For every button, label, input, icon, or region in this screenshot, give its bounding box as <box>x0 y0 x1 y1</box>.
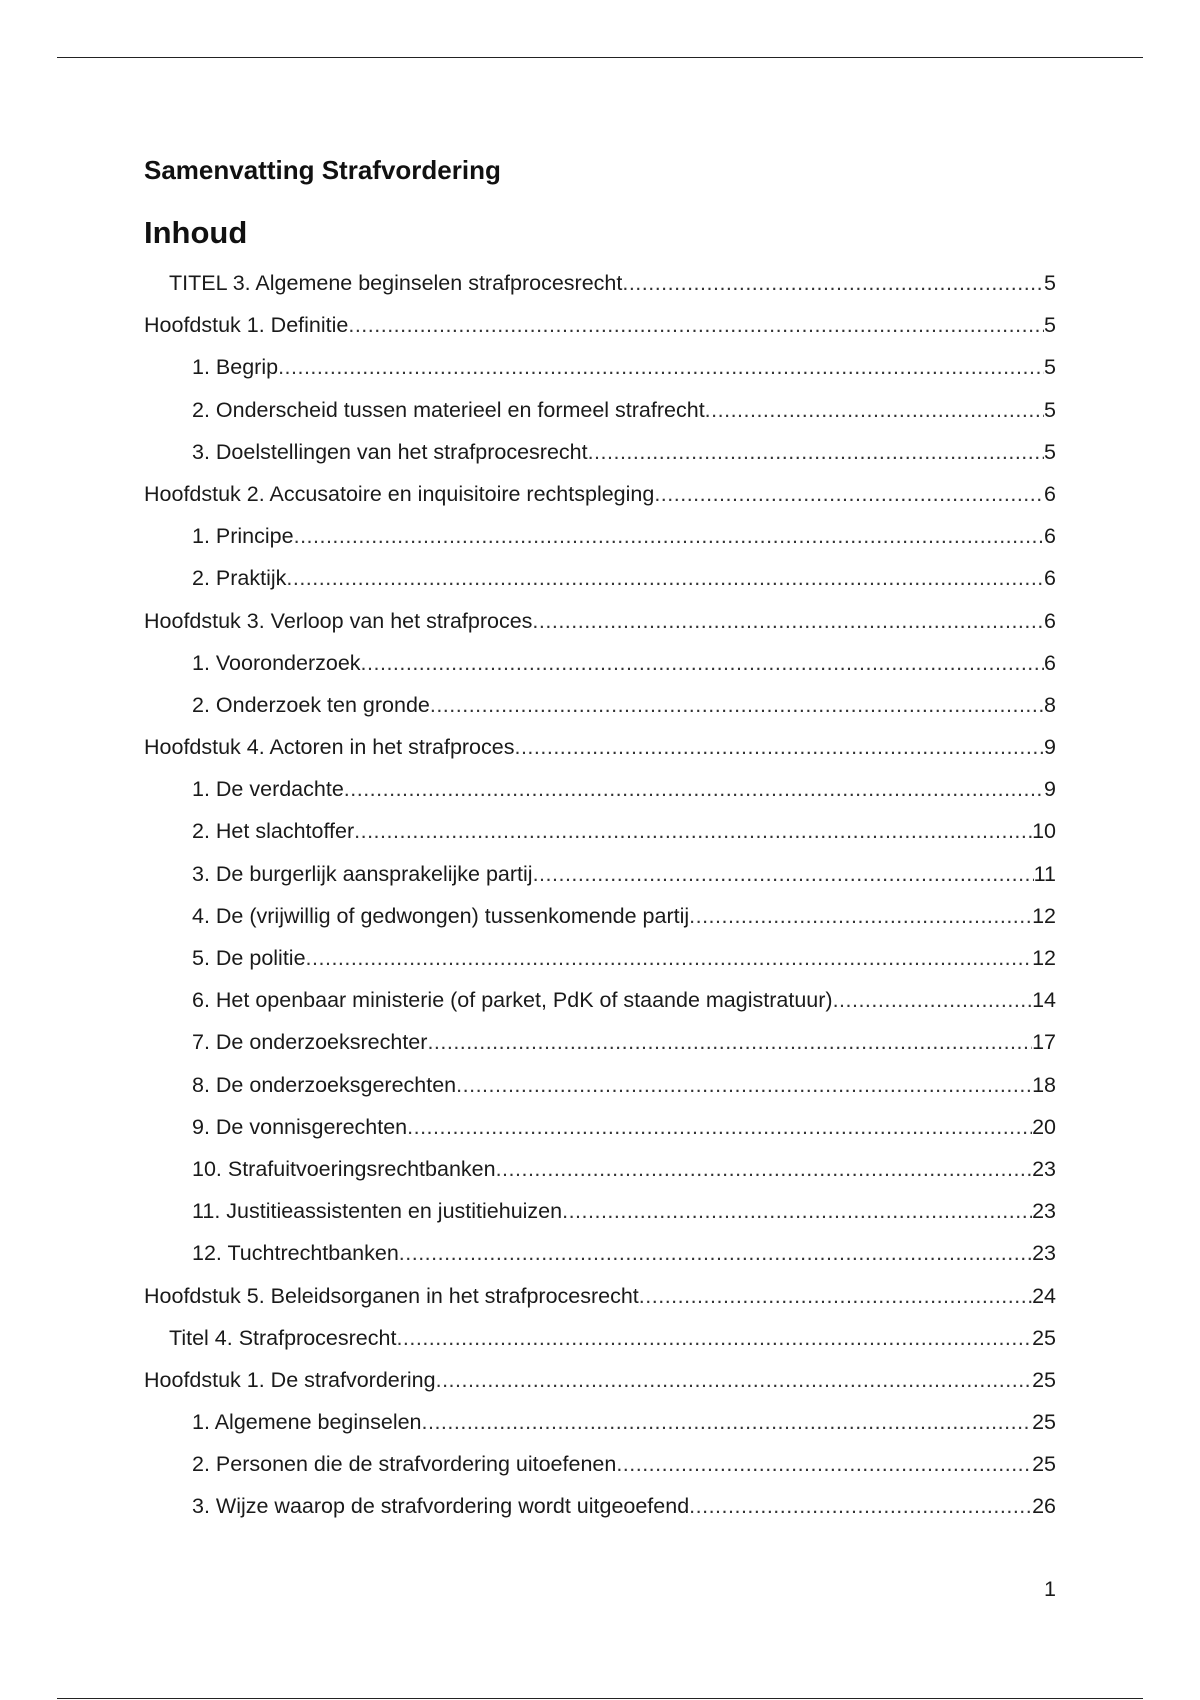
toc-dot-leader <box>306 943 1033 973</box>
toc-dot-leader <box>616 1449 1032 1479</box>
toc-entry[interactable] <box>144 395 1056 437</box>
toc-entry-page: 9 <box>1044 735 1056 760</box>
toc-entry-page: 23 <box>1032 1241 1056 1266</box>
toc-entry-page: 25 <box>1032 1410 1056 1435</box>
toc-entry-page: 25 <box>1032 1367 1056 1392</box>
toc-dot-leader <box>436 1365 1032 1395</box>
toc-entry[interactable] <box>144 606 1056 648</box>
toc-dot-leader <box>354 816 1032 846</box>
toc-entry[interactable] <box>144 352 1056 394</box>
toc-entry-page: 14 <box>1032 988 1056 1013</box>
toc-entry[interactable] <box>144 901 1056 943</box>
toc-entry-page: 11 <box>1033 861 1056 886</box>
toc-entry[interactable] <box>144 774 1056 816</box>
toc-entry-page: 25 <box>1032 1452 1056 1477</box>
toc-entry-page: 20 <box>1032 1114 1056 1139</box>
toc-entry-text: 3. Wijze waarop de strafvordering wordt uitgeoefend <box>192 1494 690 1519</box>
toc-entry-page: 6 <box>1044 524 1056 549</box>
toc-dot-leader <box>399 1238 1032 1268</box>
toc-entry[interactable] <box>144 732 1056 774</box>
toc-dot-leader <box>514 732 1044 762</box>
toc-entry[interactable] <box>144 1112 1056 1154</box>
toc-entry[interactable] <box>144 1407 1056 1449</box>
toc-entry-page: 23 <box>1032 1156 1056 1181</box>
toc-entry-page: 17 <box>1032 1030 1056 1055</box>
toc-entry-page: 12 <box>1032 903 1056 928</box>
toc-dot-leader <box>456 1070 1032 1100</box>
toc-entry[interactable] <box>144 859 1056 901</box>
toc-entry-text: 6. Het openbaar ministerie (of parket, PdK of staande magistratuur) <box>192 988 833 1013</box>
toc-entry[interactable] <box>144 1323 1056 1365</box>
toc-dot-leader <box>654 479 1044 509</box>
toc-entry-page: 5 <box>1044 355 1056 380</box>
toc-dot-leader <box>689 1491 1032 1521</box>
toc-entry-page: 12 <box>1032 946 1056 970</box>
toc-entry-text: 7. De onderzoeksrechter <box>192 1030 428 1055</box>
toc-entry-text: 11. Justitieassistenten en justitiehuizen <box>192 1199 563 1224</box>
toc-entry[interactable] <box>144 1281 1056 1323</box>
toc-entry-page: 6 <box>1044 481 1056 506</box>
toc-entry-text: 1. De verdachte <box>192 777 344 802</box>
toc-dot-leader <box>422 1407 1033 1437</box>
toc-entry-text: 12. Tuchtrechtbanken <box>192 1241 399 1266</box>
table-of-contents <box>144 268 1056 1534</box>
toc-entry-page: 25 <box>1032 1325 1056 1350</box>
toc-entry-text: 2. Personen die de strafvordering uitoefenen <box>192 1452 617 1477</box>
toc-dot-leader <box>588 437 1044 467</box>
toc-dot-leader <box>278 352 1044 382</box>
toc-entry-text: 1. Vooronderzoek <box>192 650 361 675</box>
toc-entry[interactable] <box>144 690 1056 732</box>
toc-entry-page: 6 <box>1044 566 1056 591</box>
toc-entry-page: 18 <box>1032 1072 1056 1097</box>
header-rule <box>57 57 1143 58</box>
toc-dot-leader <box>705 395 1044 425</box>
toc-entry[interactable] <box>144 1238 1056 1280</box>
toc-entry-text: Hoofdstuk 5. Beleidsorganen in het strafprocesrecht <box>144 1283 639 1308</box>
toc-entry-page: 9 <box>1044 777 1056 802</box>
toc-dot-leader <box>496 1154 1033 1184</box>
toc-dot-leader <box>407 1112 1032 1142</box>
toc-dot-leader <box>361 648 1044 678</box>
toc-entry[interactable] <box>144 1491 1056 1533</box>
toc-entry-text: 3. Doelstellingen van het strafprocesrecht <box>192 439 588 464</box>
toc-entry[interactable] <box>144 310 1056 352</box>
toc-dot-leader <box>533 859 1034 889</box>
toc-dot-leader <box>348 310 1044 340</box>
toc-dot-leader <box>430 690 1044 720</box>
toc-entry-text: TITEL 3. Algemene beginselen strafprocesrecht <box>169 271 623 295</box>
toc-entry-page: 5 <box>1044 439 1056 464</box>
toc-entry-text: Hoofdstuk 4. Actoren in het strafproces <box>144 735 515 760</box>
toc-entry-page: 6 <box>1044 650 1056 675</box>
toc-entry-text: 1. Algemene beginselen <box>192 1410 422 1435</box>
toc-entry-text: 2. Praktijk <box>192 566 287 591</box>
toc-entry-text: Hoofdstuk 3. Verloop van het strafproces <box>144 608 533 633</box>
toc-dot-leader <box>344 774 1044 804</box>
toc-entry[interactable] <box>144 1154 1056 1196</box>
toc-entry-text: Hoofdstuk 1. De strafvordering <box>144 1367 436 1392</box>
toc-dot-leader <box>286 563 1044 593</box>
toc-entry[interactable] <box>144 1027 1056 1069</box>
toc-entry-text: 10. Strafuitvoeringsrechtbanken <box>192 1156 496 1181</box>
toc-entry[interactable] <box>144 268 1056 310</box>
toc-heading: Inhoud <box>144 215 248 250</box>
toc-entry-page: 26 <box>1032 1494 1056 1519</box>
toc-entry-text: Hoofdstuk 1. Definitie <box>144 313 349 338</box>
toc-entry-text: 8. De onderzoeksgerechten <box>192 1072 457 1097</box>
toc-dot-leader <box>622 268 1044 298</box>
toc-dot-leader <box>689 901 1032 931</box>
toc-dot-leader <box>396 1323 1032 1353</box>
toc-entry[interactable] <box>144 1449 1056 1491</box>
document-title: Samenvatting Strafvordering <box>144 155 501 185</box>
toc-dot-leader <box>427 1027 1032 1057</box>
toc-entry-page: 5 <box>1044 313 1056 338</box>
toc-dot-leader <box>639 1281 1032 1311</box>
toc-entry-text: 4. De (vrijwillig of gedwongen) tussenkomende partij <box>192 903 690 928</box>
toc-entry-page: 23 <box>1032 1199 1056 1224</box>
toc-entry-page: 24 <box>1032 1283 1056 1308</box>
toc-dot-leader <box>294 521 1044 551</box>
toc-dot-leader <box>532 606 1044 636</box>
toc-entry-page: 5 <box>1044 271 1056 295</box>
toc-entry-text: Titel 4. Strafprocesrecht <box>169 1325 397 1350</box>
toc-entry-text: 2. Onderscheid tussen materieel en formeel strafrecht <box>192 397 705 422</box>
toc-dot-leader <box>833 985 1033 1015</box>
toc-entry-text: 1. Principe <box>192 524 294 549</box>
toc-entry-text: 5. De politie <box>192 946 306 970</box>
toc-entry[interactable] <box>144 1365 1056 1407</box>
toc-entry-page: 10 <box>1032 819 1056 844</box>
toc-dot-leader <box>562 1196 1032 1226</box>
toc-entry[interactable] <box>144 437 1056 479</box>
toc-entry-text: 2. Het slachtoffer <box>192 819 355 844</box>
toc-entry[interactable] <box>144 943 1056 985</box>
footer-rule <box>57 1698 1143 1699</box>
toc-entry-page: 8 <box>1044 692 1056 717</box>
toc-entry-text: 2. Onderzoek ten gronde <box>192 692 430 717</box>
toc-entry-text: Hoofdstuk 2. Accusatoire en inquisitoire rechtspleging <box>144 481 655 506</box>
toc-entry[interactable] <box>144 985 1056 1027</box>
toc-entry-page: 6 <box>1044 608 1056 633</box>
toc-entry[interactable] <box>144 521 1056 563</box>
toc-entry-text: 3. De burgerlijk aansprakelijke partij <box>192 861 533 886</box>
toc-entry[interactable] <box>144 1070 1056 1112</box>
toc-entry[interactable] <box>144 648 1056 690</box>
toc-entry-text: 9. De vonnisgerechten <box>192 1114 408 1139</box>
toc-entry-page: 5 <box>1044 397 1056 422</box>
toc-entry[interactable] <box>144 563 1056 605</box>
page-number: 1 <box>1044 1577 1056 1601</box>
toc-entry[interactable] <box>144 816 1056 858</box>
toc-entry[interactable] <box>144 1196 1056 1238</box>
toc-entry[interactable] <box>144 479 1056 521</box>
toc-entry-text: 1. Begrip <box>192 355 279 380</box>
